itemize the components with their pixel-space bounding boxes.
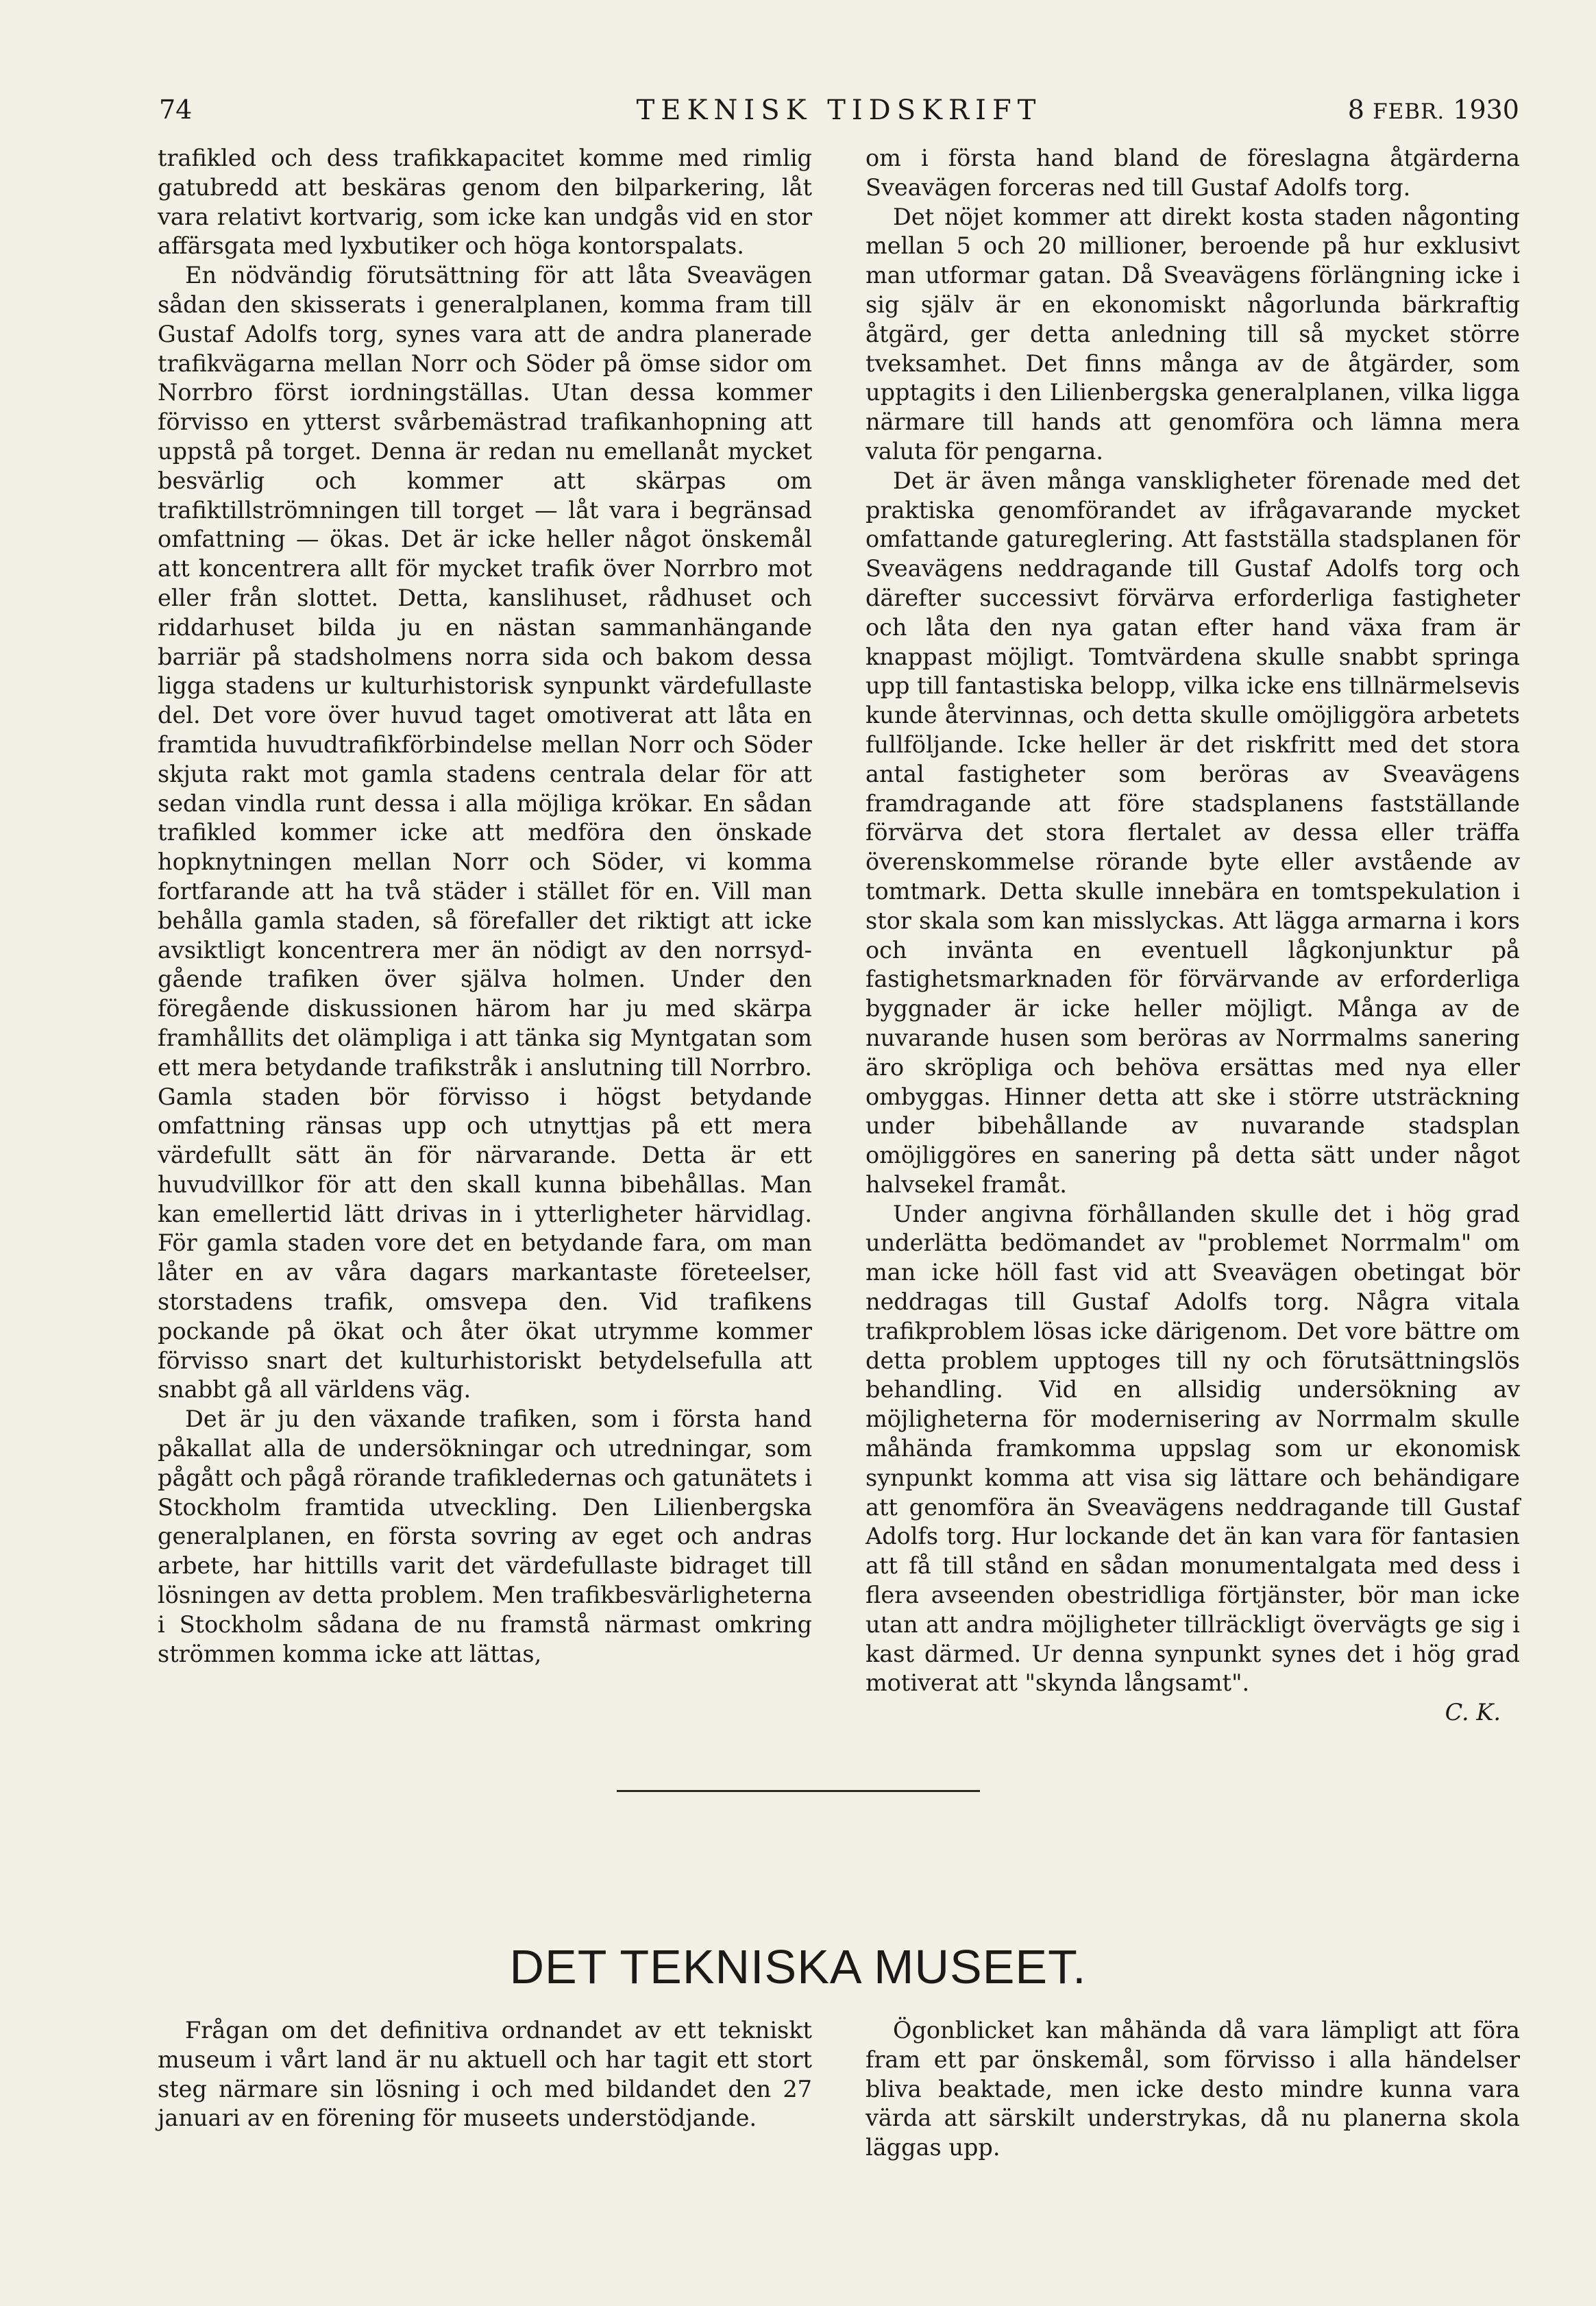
paragraph: Ögonblicket kan måhända då vara lämpligt att föra fram ett par önskemål, som förvisso i alla händelser bliva beaktade, men icke desto mindre kunna vara värda att särskilt understrykas, då nu planerna skola läggas upp. [865,2017,1520,2161]
paragraph: Frågan om det definitiva ordnandet av ett tekniskt museum i vårt land är nu aktuell och har tagit ett stort steg närmare sin lösning i och med bildandet den 27 januari av en förening för museets understödjande. [158,2017,812,2132]
section-divider [617,1790,980,1792]
article-left-column [158,144,812,1669]
section-right-column [865,2016,1520,2163]
issue-date [1348,95,1519,125]
running-header [159,95,1519,136]
journal-title: TEKNISK TIDSKRIFT [636,95,1042,126]
paragraph: om i första hand bland de föreslagna åtgärderna Sveavägen forceras ned till Gustaf Adolfs torg. [865,145,1520,201]
section-heading: DET TEKNISKA MUSEET. [509,1940,1087,1994]
issue-date-day: 8 [1347,95,1364,125]
issue-date-month: FEBR. [1373,99,1445,124]
paragraph: Det är ju den växande trafiken, som i första hand påkallat alla de undersökningar och utredningar, som pågått och pågå rörande trafikledernas och gatunätets i Stockholm framtida utveckling. Den Lilienbergska generalplanen, en första sovring av eget och andras arbete, har hittills varit det värdefullaste bidraget till lösningen av detta problem. Men trafikbesvärligheterna i Stockholm sådana de nu framstå närmast omkring strömmen komma icke att lättas, [158,1406,812,1667]
issue-date-year: 1930 [1453,95,1519,125]
author-signature: C. K. [1445,1699,1501,1726]
paragraph: Det är även många vanskligheter förenade med det praktiska genomförandet av ifrågavarande mycket omfattande gatureglering. Att fastställa stadsplanen för Sveavägens neddragande till Gustaf Adolfs torg och därefter successivt förvärva erforderliga fastigheter och låta den nya gatan efter hand växa fram är knappast möjligt. Tomtvärdena skulle snabbt springa upp till fantastiska belopp, vilka icke ens tillnärmelsevis kunde återvinnas, och detta skulle omöjliggöra arbetets fullföljande. Icke heller är det riskfritt med det stora antal fastigheter som beröras av Sveavägens framdragande att före stadsplanens fastställande förvärva det stora flertalet av dessa eller träffa överenskommelse rörande byte eller avstående av tomtmark. Detta skulle innebära en tomtspekulation i stor skala som kan misslyckas. Att lägga armarna i kors och invänta en eventuell lågkonjunktur på fastighetsmarknaden för förvärvande av erforderliga byggnader är icke heller möjligt. Många av de nuvarande husen som beröras av Norrmalms sanering äro skröpliga och behöva ersättas med nya eller ombyggas. Hinner detta att ske i större utsträckning under bibehållande av nuvarande stadsplan omöjliggöres en sanering på detta sätt under något halvsekel framåt. [865,467,1520,1198]
paragraph: trafikled och dess trafikkapacitet komme med rimlig gatubredd att beskäras genom den bilparkering, låt vara relativt kortvarig, som icke kan undgås vid en stor affärsgata med lyxbutiker och höga kontorspalats. [158,145,812,260]
article-right-column [865,144,1520,1728]
paragraph: Under angivna förhållanden skulle det i hög grad underlätta bedömandet av "problemet Norrmalm" om man icke höll fast vid att Sveavägen obetingat bör neddragas till Gustaf Adolfs torg. Några vitala trafikproblem lösas icke därigenom. Det vore bättre om detta problem upptoges till ny och förutsättningslös behandling. Vid en allsidig undersökning av möjligheterna för modernisering av Norrmalm skulle måhända framkomma uppslag som ur ekonomisk synpunkt komma att visa sig lättare och behändigare att genomföra än Sveavägens neddragande till Gustaf Adolfs torg. Hur lockande det än kan vara för fantasien att få till stånd en sådan monumentalgata med dess i flera avseenden obestridliga förtjänster, bör man icke utan att andra möjligheter tillräckligt övervägts ge sig i kast därmed. Ur denna synpunkt synes det i hög grad motiverat att "skynda långsamt". [865,1200,1520,1697]
paragraph: En nödvändig förutsättning för att låta Sveavägen sådan den skisserats i generalplanen, komma fram till Gustaf Adolfs torg, synes vara att de andra planerade trafikvägarna mellan Norr och Söder på ömse sidor om Norrbro först iordningställas. Utan dessa kommer förvisso en ytterst svårbemästrad trafikanhopning att uppstå på torget. Denna är redan nu emellanåt mycket besvärlig och kommer att skärpas om trafiktillströmningen till torget — låt vara i begränsad omfattning — ökas. Det är icke heller något önskemål att koncentrera allt för mycket trafik över Norrbro mot eller från slottet. Detta, kanslihuset, rådhuset och riddarhuset bilda ju en nästan sammanhängande barriär på stadsholmens norra sida och bakom dessa ligga stadens ur kulturhistorisk synpunkt värdefullaste del. Det vore över huvud taget omotiverat att låta en framtida huvudtrafikförbindelse mellan Norr och Söder skjuta rakt mot gamla stadens centrala delar för att sedan vindla runt dessa i alla möjliga krökar. En sådan trafikled kommer icke att medföra den önskade hopknytningen mellan Norr och Söder, vi komma fortfarande att ha två städer i stället för en. Vill man behålla gamla staden, så förefaller det riktigt att icke avsiktligt koncentrera mer än nödigt av den norrsyd-gående trafiken över själva holmen. Under den föregående diskussionen härom har ju med skärpa framhållits det olämpliga i att tänka sig Myntgatan som ett mera betydande trafikstråk i anslutning till Norrbro. Gamla staden bör förvisso i högst betydande omfattning ränsas upp och utnyttjas på ett mera värdefullt sätt än för närvarande. Detta är ett huvudvillkor för att den skall kunna bibehållas. Man kan emellertid lätt drivas in i ytterligheter härvidlag. För gamla staden vore det en betydande fara, om man låter en av våra dagars markantaste företeelser, storstadens trafik, omsvepa den. Vid trafikens pockande på ökat och åter ökat utrymme kommer förvisso snart det kulturhistoriskt betydelsefulla att snabbt gå all världens väg. [158,262,812,1403]
paragraph: Det nöjet kommer att direkt kosta staden någonting mellan 5 och 20 millioner, beroende på hur exklusivt man utformar gatan. Då Sveavägens förlängning icke i sig själv är en ekonomiskt någorlunda bärkraftig åtgärd, ger detta anledning till så mycket större tveksamhet. Det finns många av de åtgärder, som upptagits i den Lilienbergska generalplanen, vilka ligga närmare till hands att genomföra och lämna mera valuta för pengarna. [865,203,1520,465]
section-left-column [158,2016,812,2133]
page-number: 74 [159,95,193,125]
